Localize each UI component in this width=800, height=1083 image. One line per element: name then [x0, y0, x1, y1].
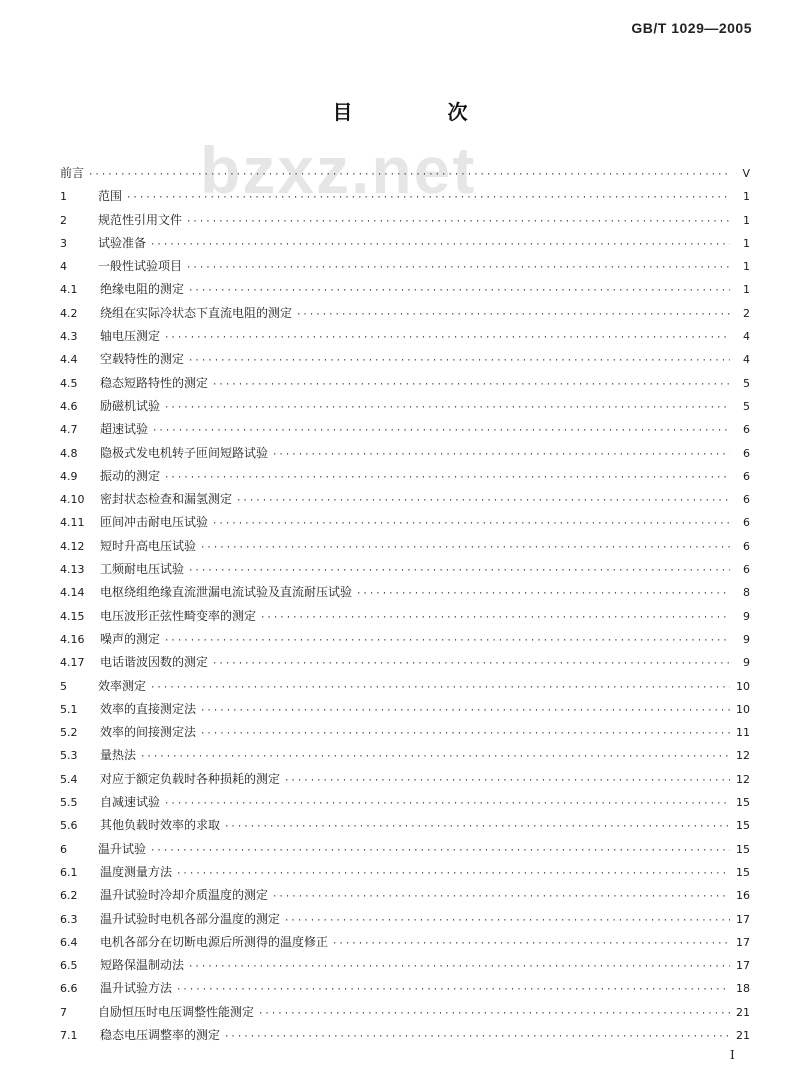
toc-entry-page: 18 — [736, 982, 750, 996]
toc-entry-number: 5.4 — [60, 772, 78, 786]
dot-leader — [186, 263, 730, 273]
toc-entry-page: 15 — [736, 865, 750, 879]
toc-entry-page: 11 — [736, 726, 750, 740]
toc-entry-page: 6 — [743, 539, 750, 553]
toc-entry-title: 一般性试验项目 — [98, 259, 183, 274]
dot-leader — [150, 683, 730, 693]
toc-entry — [60, 653, 750, 676]
dot-leader — [126, 193, 730, 203]
toc-entry — [60, 164, 750, 187]
dot-leader — [188, 286, 730, 296]
toc-entry — [60, 280, 750, 303]
toc-entry-number: 3 — [60, 236, 67, 250]
toc-entry-number: 4.14 — [60, 586, 85, 600]
toc-entry — [60, 350, 750, 373]
toc-entry — [60, 770, 750, 793]
toc-entry — [60, 746, 750, 769]
toc-entry — [60, 886, 750, 909]
toc-entry — [60, 467, 750, 490]
toc-entry — [60, 956, 750, 979]
toc-entry-page: 21 — [736, 1028, 750, 1042]
toc-entry — [60, 187, 750, 210]
toc-entry — [60, 700, 750, 723]
toc-entry — [60, 560, 750, 583]
toc-entry-title: 匝间冲击耐电压试验 — [100, 515, 209, 530]
toc-entry — [60, 397, 750, 420]
dot-leader — [150, 240, 730, 250]
toc-entry-title: 励磁机试验 — [100, 398, 161, 413]
toc-entry-page: 1 — [743, 260, 750, 274]
toc-entry-page: 9 — [743, 632, 750, 646]
dot-leader — [176, 869, 730, 879]
standard-code: GB/T 1029—2005 — [631, 20, 752, 36]
dot-leader — [272, 450, 730, 460]
toc-entry-title: 振动的测定 — [100, 468, 161, 483]
toc-entry-page: 15 — [736, 842, 750, 856]
dot-leader — [224, 1032, 730, 1042]
dot-leader — [164, 799, 730, 809]
toc-entry — [60, 793, 750, 816]
toc-entry-title: 短路保温制动法 — [100, 958, 185, 973]
toc-entry — [60, 840, 750, 863]
table-of-contents — [60, 164, 750, 1049]
toc-entry-number: 7 — [60, 1005, 67, 1019]
toc-entry-number: 4.16 — [60, 632, 85, 646]
toc-entry — [60, 257, 750, 280]
toc-entry-number: 6.6 — [60, 982, 78, 996]
toc-entry-number: 6.2 — [60, 889, 78, 903]
toc-entry-number: 6.1 — [60, 865, 78, 879]
toc-entry-title: 空载特性的测定 — [100, 352, 185, 367]
toc-entry-title: 效率的间接测定法 — [100, 725, 197, 740]
dot-leader — [164, 403, 730, 413]
dot-leader — [260, 613, 730, 623]
toc-entry-title: 超速试验 — [100, 422, 149, 437]
toc-entry-number: 6.4 — [60, 935, 78, 949]
toc-entry-page: 8 — [743, 586, 750, 600]
toc-entry-page: 6 — [743, 563, 750, 577]
toc-entry-title: 温升试验方法 — [100, 981, 173, 996]
toc-entry-title: 工频耐电压试验 — [100, 562, 185, 577]
dot-leader — [152, 426, 730, 436]
toc-entry — [60, 444, 750, 467]
toc-entry-page: 5 — [743, 376, 750, 390]
dot-leader — [188, 962, 730, 972]
toc-entry-number: 6.3 — [60, 912, 78, 926]
toc-entry — [60, 327, 750, 350]
dot-leader — [236, 496, 730, 506]
dot-leader — [212, 659, 730, 669]
dot-leader — [296, 310, 730, 320]
dot-leader — [212, 380, 730, 390]
toc-entry-page: 5 — [743, 399, 750, 413]
dot-leader — [200, 706, 730, 716]
toc-entry-number: 4.17 — [60, 656, 85, 670]
toc-entry-page: 1 — [743, 283, 750, 297]
toc-entry-title: 密封状态检查和漏氢测定 — [100, 492, 233, 507]
toc-entry-number: 5.2 — [60, 726, 78, 740]
toc-entry-title: 轴电压测定 — [100, 329, 161, 344]
dot-leader — [200, 543, 730, 553]
dot-leader — [224, 822, 730, 832]
dot-leader — [140, 752, 730, 762]
toc-entry-title: 短时升高电压试验 — [100, 538, 197, 553]
toc-entry-number: 4.10 — [60, 493, 85, 507]
toc-entry-number: 4.9 — [60, 469, 78, 483]
toc-entry — [60, 933, 750, 956]
toc-entry-page: 15 — [736, 796, 750, 810]
toc-entry-number: 4.8 — [60, 446, 78, 460]
toc-entry-number: 7.1 — [60, 1028, 78, 1042]
toc-entry-number: 6.5 — [60, 959, 78, 973]
toc-entry-title: 温升试验时电机各部分温度的测定 — [100, 911, 281, 926]
dot-leader — [272, 892, 730, 902]
toc-entry-page: 6 — [743, 446, 750, 460]
dot-leader — [188, 356, 730, 366]
toc-entry — [60, 304, 750, 327]
dot-leader — [164, 333, 730, 343]
toc-entry-title: 自励恒压时电压调整性能测定 — [98, 1004, 255, 1019]
toc-entry-number: 5.3 — [60, 749, 78, 763]
toc-entry-title: 稳态短路特性的测定 — [100, 375, 209, 390]
toc-entry-page: 17 — [736, 935, 750, 949]
toc-entry-number: 1 — [60, 190, 67, 204]
toc-entry — [60, 583, 750, 606]
dot-leader — [284, 916, 730, 926]
page-folio: I — [730, 1048, 735, 1062]
toc-entry-title: 电话谐波因数的测定 — [100, 655, 209, 670]
toc-entry-number: 4.15 — [60, 609, 85, 623]
dot-leader — [200, 729, 730, 739]
dot-leader — [188, 566, 730, 576]
toc-entry-page: 17 — [736, 959, 750, 973]
toc-entry — [60, 910, 750, 933]
toc-entry-title: 噪声的测定 — [100, 631, 161, 646]
toc-entry-page: 15 — [736, 819, 750, 833]
toc-entry-page: 1 — [743, 213, 750, 227]
toc-entry-title: 稳态电压调整率的测定 — [100, 1027, 221, 1042]
dot-leader — [88, 170, 730, 180]
toc-entry-title: 温升试验 — [98, 841, 147, 856]
toc-entry-title: 规范性引用文件 — [98, 212, 183, 227]
toc-entry-title: 量热法 — [100, 748, 137, 763]
toc-entry-number: 5 — [60, 679, 67, 693]
toc-entry-page: 4 — [743, 353, 750, 367]
dot-leader — [150, 846, 730, 856]
toc-entry-page: 10 — [736, 702, 750, 716]
toc-entry-title: 其他负载时效率的求取 — [100, 818, 221, 833]
toc-entry-page: 1 — [743, 236, 750, 250]
toc-entry-number: 4.4 — [60, 353, 78, 367]
toc-entry-page: 12 — [736, 772, 750, 786]
toc-entry — [60, 863, 750, 886]
toc-entry — [60, 1003, 750, 1026]
toc-entry-page: 6 — [743, 423, 750, 437]
dot-leader — [186, 217, 730, 227]
toc-entry-title: 温度测量方法 — [100, 864, 173, 879]
toc-entry-page: 6 — [743, 469, 750, 483]
toc-entry-title: 效率的直接测定法 — [100, 701, 197, 716]
dot-leader — [284, 776, 730, 786]
toc-entry-number: 4.13 — [60, 563, 85, 577]
toc-entry-number: 4.7 — [60, 423, 78, 437]
toc-entry-page: 1 — [743, 190, 750, 204]
dot-leader — [212, 519, 730, 529]
toc-entry — [60, 211, 750, 234]
toc-entry-page: 9 — [743, 609, 750, 623]
toc-entry — [60, 537, 750, 560]
toc-entry-page: 4 — [743, 330, 750, 344]
toc-entry-title: 对应于额定负载时各种损耗的测定 — [100, 771, 281, 786]
toc-entry — [60, 234, 750, 257]
toc-entry-page: 9 — [743, 656, 750, 670]
page-title: 目 次 — [332, 100, 512, 124]
toc-entry-page: V — [742, 167, 750, 180]
toc-entry — [60, 607, 750, 630]
toc-entry-title: 电枢绕组绝缘直流泄漏电流试验及直流耐压试验 — [100, 585, 353, 600]
dot-leader — [332, 939, 730, 949]
toc-entry-title: 自减速试验 — [100, 795, 161, 810]
toc-entry — [60, 420, 750, 443]
toc-entry-page: 6 — [743, 516, 750, 530]
toc-entry-title: 绝缘电阻的测定 — [100, 282, 185, 297]
dot-leader — [164, 636, 730, 646]
toc-entry — [60, 816, 750, 839]
toc-entry-number: 2 — [60, 213, 67, 227]
toc-entry — [60, 490, 750, 513]
toc-entry-title: 效率测定 — [98, 678, 147, 693]
toc-entry-page: 12 — [736, 749, 750, 763]
toc-entry-number: 4 — [60, 260, 67, 274]
watermark: bzxz.net — [200, 133, 477, 207]
toc-entry — [60, 513, 750, 536]
toc-entry-number: 4.11 — [60, 516, 85, 530]
toc-entry — [60, 723, 750, 746]
toc-entry-number: 5.1 — [60, 702, 78, 716]
toc-entry-number: 6 — [60, 842, 67, 856]
dot-leader — [164, 473, 730, 483]
toc-entry-page: 6 — [743, 493, 750, 507]
toc-entry-page: 10 — [736, 679, 750, 693]
toc-entry-page: 21 — [736, 1005, 750, 1019]
toc-entry-title: 前言 — [60, 166, 85, 180]
toc-entry-number: 4.12 — [60, 539, 85, 553]
toc-entry-title: 温升试验时冷却介质温度的测定 — [100, 888, 269, 903]
toc-entry-number: 5.5 — [60, 796, 78, 810]
toc-entry-number: 4.6 — [60, 399, 78, 413]
toc-entry-number: 4.2 — [60, 306, 78, 320]
toc-entry-title: 绕组在实际冷状态下直流电阻的测定 — [100, 305, 293, 320]
toc-entry-page: 17 — [736, 912, 750, 926]
toc-entry-number: 4.5 — [60, 376, 78, 390]
toc-entry — [60, 374, 750, 397]
dot-leader — [176, 985, 730, 995]
toc-entry-number: 4.1 — [60, 283, 78, 297]
toc-entry-title: 试验准备 — [98, 235, 147, 250]
dot-leader — [258, 1009, 730, 1019]
toc-entry-number: 5.6 — [60, 819, 78, 833]
toc-entry — [60, 677, 750, 700]
toc-entry-title: 范围 — [98, 189, 123, 204]
toc-entry — [60, 1026, 750, 1049]
toc-entry-title: 电机各部分在切断电源后所测得的温度修正 — [100, 934, 329, 949]
toc-entry — [60, 630, 750, 653]
toc-entry-number: 4.3 — [60, 330, 78, 344]
toc-entry-title: 电压波形正弦性畸变率的测定 — [100, 608, 257, 623]
toc-entry-page: 2 — [743, 306, 750, 320]
toc-entry — [60, 979, 750, 1002]
toc-entry-title: 隐极式发电机转子匝间短路试验 — [100, 445, 269, 460]
dot-leader — [356, 589, 730, 599]
toc-entry-page: 16 — [736, 889, 750, 903]
